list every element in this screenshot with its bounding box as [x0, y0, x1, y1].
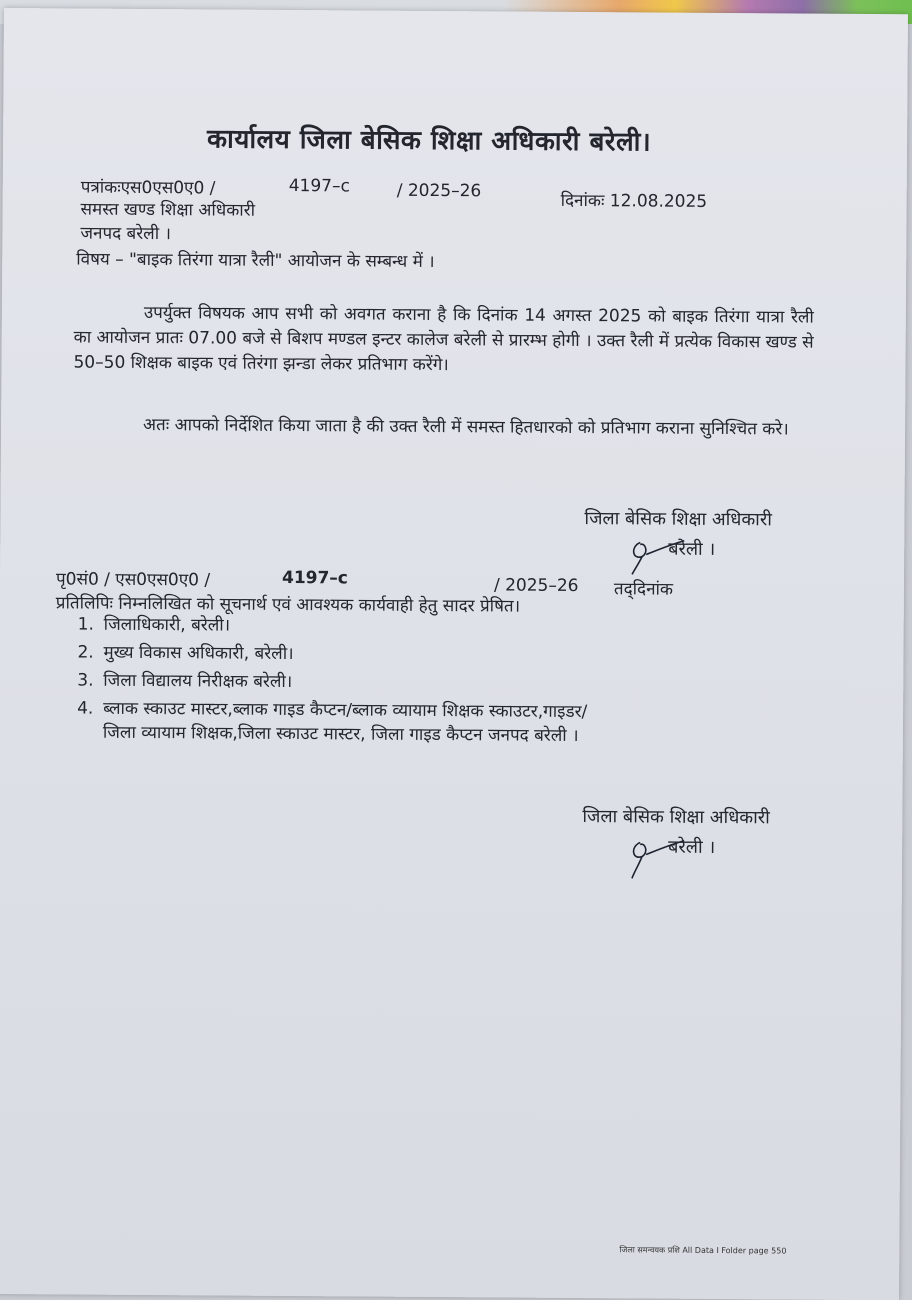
copy-ref-number: 4197–c	[281, 567, 349, 589]
letter-date: दिनांकः 12.08.2025	[560, 190, 708, 212]
signature-2-designation: जिला बेसिक शिक्षा अधिकारी	[582, 806, 770, 829]
copy-recipients-list	[77, 613, 604, 753]
letter-ref-number: 4197–c	[288, 175, 350, 197]
body-paragraph-2: अतः आपको निर्देशित किया जाता है की उक्त रैली में समस्त हितधारको को प्रतिभाग कराना सुनिश्चित करे।	[143, 414, 789, 440]
footer-note: जिला समन्वयक प्रशि All Data I Folder page 550	[619, 1245, 787, 1256]
list-item-text: जिला विद्यालय निरीक्षक बरेली।	[103, 670, 293, 693]
recipient-line-2: जनपद बरेली ।	[80, 223, 172, 245]
list-item-number: 4.	[77, 698, 94, 719]
signature-1-designation: जिला बेसिक शिक्षा अधिकारी	[584, 508, 772, 531]
list-item-number: 1.	[77, 614, 95, 635]
signature-1-place: बरेली ।	[668, 538, 716, 560]
list-item	[77, 669, 603, 697]
copy-intro: प्रतिलिपिः निम्नलिखित को सूचनार्थ एवं आवश्यक कार्यवाही हेतु सादर प्रेषित।	[55, 593, 521, 617]
list-item-text: जिलाधिकारी, बरेली।	[103, 614, 231, 636]
letter-ref-year: / 2025–26	[396, 180, 482, 202]
list-item	[77, 641, 603, 669]
copy-ref-year: / 2025–26	[493, 575, 579, 597]
list-item-text: ब्लाक स्काउट मास्टर,ब्लाक गाइड कैप्टन/ब्लाक व्यायाम शिक्षक स्काउटर,गाइडर/जिला व्यायाम शिक्षक,जिला स्काउट मास्टर, जिला गाइड कैप्टन जनपद बरेली ।	[102, 698, 588, 747]
copy-ref-prefix: पृ0सं0 / एस0एस0ए0 /	[55, 569, 211, 591]
subject-line: विषय – "बाइक तिरंगा यात्रा रैली" आयोजन के सम्बन्ध में ।	[76, 249, 435, 273]
letter-ref-prefix: पत्रांकःएस0एस0ए0 /	[80, 177, 216, 199]
list-item-text: मुख्य विकास अधिकारी, बरेली।	[103, 642, 294, 665]
list-item-number: 3.	[77, 670, 94, 691]
body-paragraph-1: उपर्युक्त विषयक आप सभी को अवगत कराना है कि दिनांक 14 अगस्त 2025 को बाइक तिरंगा यात्रा रैली का आयोजन प्रातः 07.00 बजे से बिशप मण्डल इन्टर कालेज बरेली से प्रारम्भ होगी । उक्त रैली में प्रत्येक विकास खण्ड से 50–50 शिक्षक बाइक एवं तिरंगा झन्डा लेकर प्रतिभाग करेंगे।	[73, 302, 814, 376]
office-title: कार्यालय जिला बेसिक शिक्षा अधिकारी बरेली।	[206, 124, 652, 158]
list-item-number: 2.	[77, 642, 94, 663]
signature-2-place: बरेली ।	[668, 836, 716, 858]
copy-date: तद्‌दिनांक	[613, 579, 674, 600]
list-item	[77, 697, 603, 749]
letter-page	[0, 8, 908, 1300]
recipient-line-1: समस्त खण्ड शिक्षा अधिकारी	[80, 199, 256, 221]
list-item	[78, 613, 604, 641]
